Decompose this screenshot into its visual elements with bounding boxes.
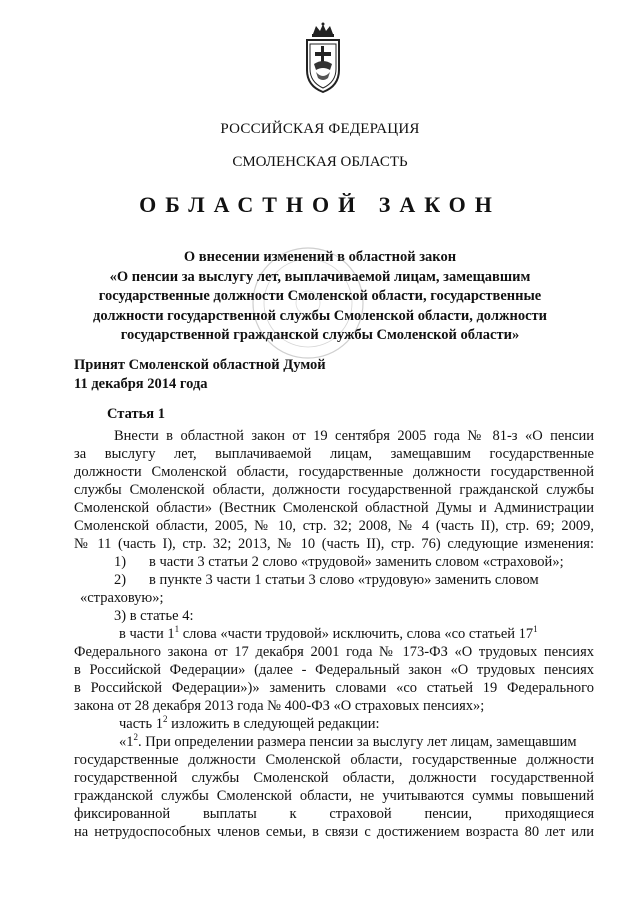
text-fragment: слова «части трудовой» исключить, слова «со статьей 17 [179,626,534,642]
list-item [74,571,594,589]
list-item-text: в части 3 статьи 2 слово «трудовой» заменить словом «страховой»; [149,554,564,570]
text-line: гражданской службы Смоленской области, не учитываются суммы повышений [74,788,594,804]
text-line: в Российской Федерации» (далее - Федеральный закон «О трудовых пенсиях [74,662,594,678]
subject-line: «О пенсии за выслугу лет, выплачиваемой лицам, замещавшим [109,268,531,285]
superscript: 2 [133,732,138,742]
law-title: ОБЛАСТНОЙ ЗАКОН [139,192,501,217]
region-title: СМОЛЕНСКАЯ ОБЛАСТЬ [232,154,408,170]
adoption-info [74,356,326,394]
list-item-number: 2) [114,572,127,588]
text-line: государственной службы Смоленской области, должности государственной [74,770,594,786]
text-line: закона от 28 декабря 2013 года № 400-ФЗ «О страховых пенсиях»; [74,698,485,714]
text-line: в Российской Федерации»)» заменить словами «со статьей 19 Федерального [74,680,594,696]
subject-line: государственной гражданской службы Смоленской области» [120,327,520,343]
subject-line: О внесении изменений в областной закон [183,249,457,265]
list-item-text: в пункте 3 части 1 статьи 3 слово «трудовую» заменить словом [149,572,539,588]
text-line: № 11 (часть I), стр. 32; 2013, № 10 (часть II), стр. 76) следующие изменения: [74,536,594,552]
list-item: 3) в статье 4: [114,608,194,624]
text-line: за выслугу лет, выплачиваемой лицам, замещавшим государственные [74,446,594,462]
superscript: 2 [163,714,168,724]
text-fragment: . При определении размера пенсии за выслугу лет лицам, замещавшим [138,734,577,750]
smolensk-coat-of-arms-icon [300,22,346,96]
text-line: «страховую»; [80,590,164,606]
adopted-by: Принят Смоленской областной Думой [74,357,326,373]
superscript: 1 [174,624,180,634]
subject-line: государственные должности Смоленской области, государственные [98,288,542,304]
text-line: Смоленской области» (Вестник Смоленской областной Думы и Администрации [74,500,594,516]
text-fragment: «1 [119,734,134,750]
text-line: Внести в областной закон от 19 сентября 2005 года № 81-з «О пенсии [114,428,594,444]
text-line [74,715,594,733]
subject-line: должности государственной службы Смоленской области, должности [92,307,548,324]
article-body [74,427,594,841]
text-line: Федерального закона от 17 декабря 2001 года № 173-ФЗ «О трудовых пенсиях [74,644,594,660]
text-line: на нетрудоспособных членов семьи, в связи с достижением возраста 80 лет или [74,824,594,840]
text-line: службы Смоленской области, должности государственной гражданской службы [74,482,594,498]
text-fragment: изложить в следующей редакции: [167,716,380,732]
text-line: Смоленской области, 2005, № 10, стр. 32; 2008, № 4 (часть II), стр. 69; 2009, [74,518,594,534]
text-line: фиксированной выплаты к страховой пенсии, приходящиеся [74,806,594,822]
list-item-number: 1) [114,554,127,570]
text-fragment: часть 1 [119,716,163,732]
federation-title: РОССИЙСКАЯ ФЕДЕРАЦИЯ [220,121,420,137]
text-line [74,733,594,751]
text-line: должности Смоленской области, государственные должности государственной [74,464,594,480]
text-fragment: в части 1 [119,626,175,642]
text-line: государственные должности Смоленской области, государственные должности [74,752,594,768]
list-item [74,553,594,571]
adopted-date: 11 декабря 2014 года [74,376,208,392]
round-seal-stamp-icon [248,238,368,368]
superscript: 1 [533,624,538,634]
text-line [74,625,594,643]
article-heading: Статья 1 [107,406,165,422]
